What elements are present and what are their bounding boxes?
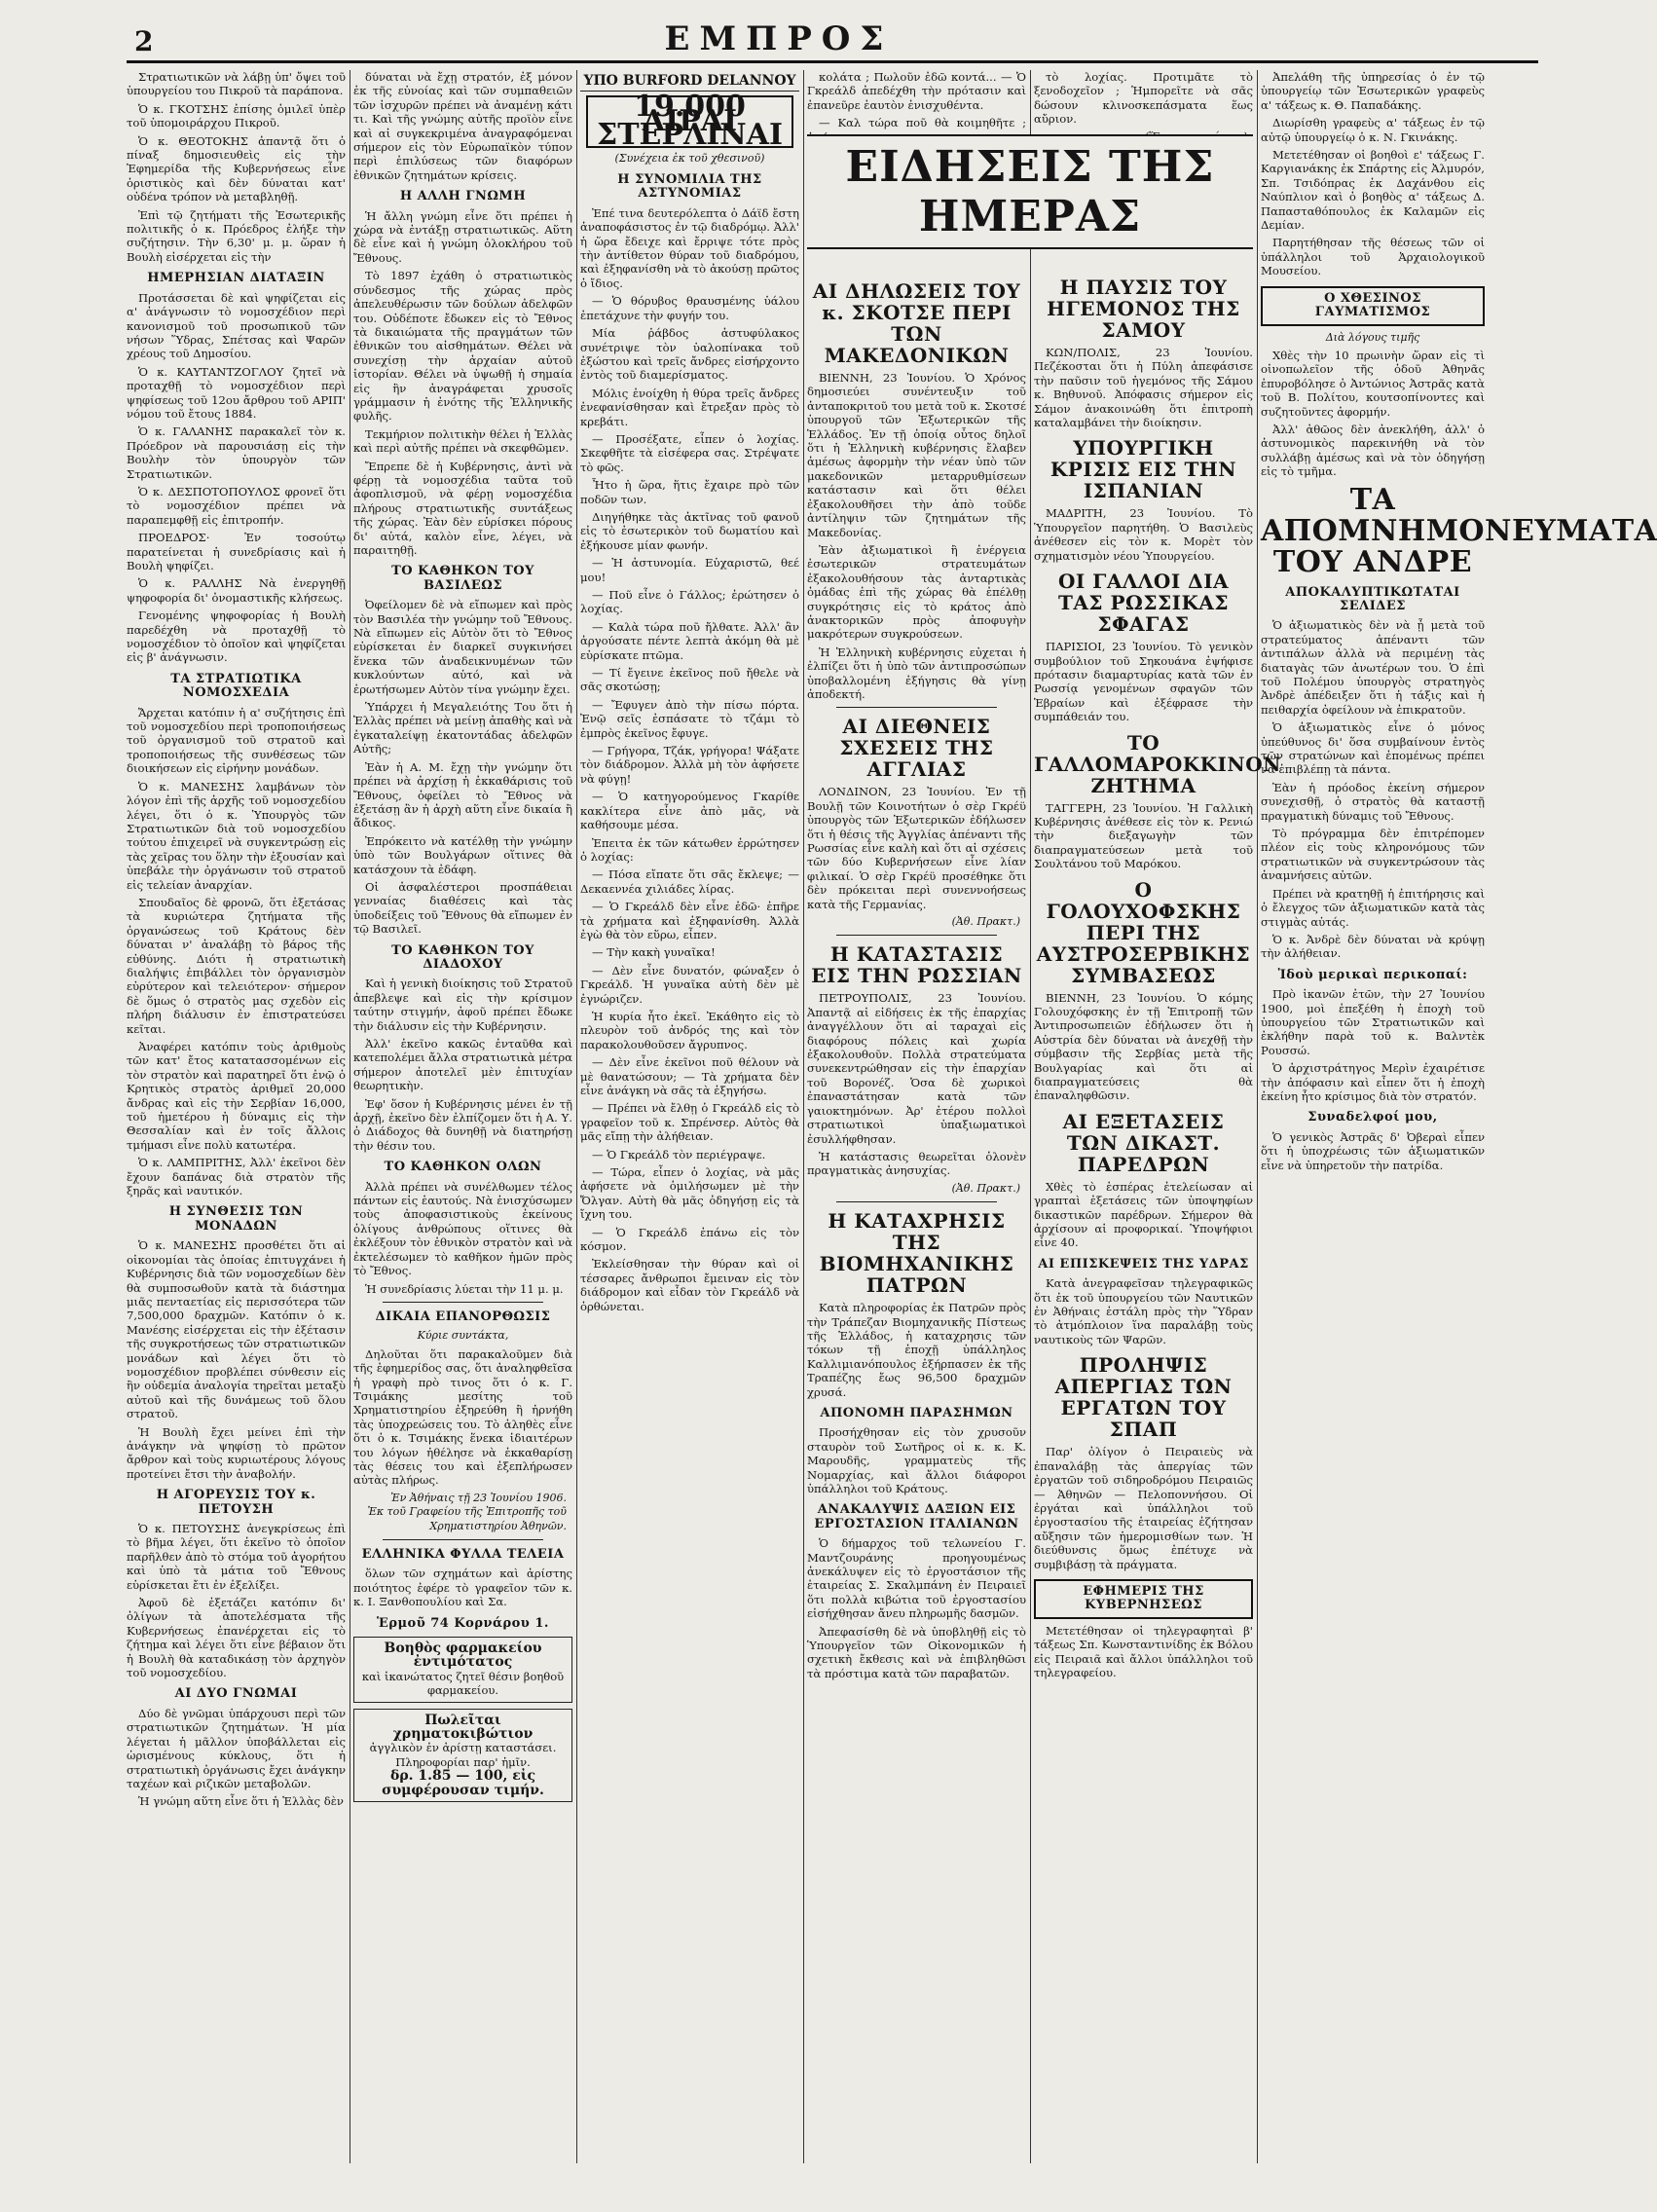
section-heading: ΤΟ ΚΑΘΗΚΟΝ ΤΟΥ ΒΑΣΙΛΕΩΣ <box>391 564 534 593</box>
paragraph: ΠΑΡΙΣΙΟΙ, 23 Ἰουνίου. Τὸ γενικὸν συμβούλιον τοῦ Σηκουάνα ἐψήφισε πρότασιν διαμαρτυρίας κατὰ τῶν ἐν Ρωσσίᾳ γενομένων σφαγῶν τῶν Ἑβραίων καὶ ἐξέφρασε τὴν συμπάθειάν του. <box>1034 640 1253 724</box>
column-5 <box>1034 70 1281 2163</box>
paragraph: Καὶ ἡ γενικὴ διοίκησις τοῦ Στρατοῦ ἀπεβλεψε καὶ εἰς τὴν κρίσιμον ταύτην στιγμήν, ἀφοῦ πρέπει ἔδωκε τὴν διάλυσιν εἰς τὴν Κυβέρνησιν. <box>353 977 572 1033</box>
source-credit: (Ἀθ. Πρακτ.) <box>951 1181 1020 1195</box>
section-heading: Η ΚΑΤΑΧΡΗΣΙΣ ΤΗΣ ΒΙΟΜΗΧΑΝΙΚΗΣ ΠΑΤΡΩΝ <box>819 1209 1014 1298</box>
paragraph: — Ὁ Γκρεάλδ δὲν εἶνε ἐδῶ· ἐπῆρε τὰ χρήματα καὶ ἐξηφανίσθη. Ἀλλὰ ἐγὼ θὰ τὸν εὕρω, εἶπεν. <box>580 900 799 941</box>
section-heading: ΠΡΟΛΗΨΙΣ ΑΠΕΡΓΙΑΣ ΤΩΝ ΕΡΓΑΤΩΝ ΤΟΥ ΣΠΑΠ <box>1054 1353 1233 1442</box>
paragraph: Μία ῥάβδος ἀστυφύλακος συνέτριψε τὸν ὑαλοπίνακα τοῦ ἐξώστου καὶ τρεῖς ἄνδρες εἰσήρχοντο ἐντὸς τοῦ διαμερίσματος. <box>580 326 799 383</box>
paragraph: Ὁ κ. ΘΕΟΤΟΚΗΣ ἀπαντᾷ ὅτι ὁ πίναξ δημοσιευθεὶς εἰς τὴν Ἐφημερίδα τῆς Κυβερνήσεως εἶνε ὁριστικὸς καὶ δὲν δύναται κατ' οὐδένα τρόπον νὰ μεταβληθῇ. <box>127 133 346 204</box>
dateline: Ἐν Ἀθήναις τῇ 23 Ἰουνίου 1906. <box>390 1491 567 1504</box>
paragraph: Ἐκλείσθησαν τὴν θύραν καὶ οἱ τέσσαρες ἄνθρωποι ἔμειναν εἰς τὸν διάδρομον καὶ εἶδαν τὸν Γκρεάλδ νὰ ὀρθώνεται. <box>580 1257 799 1313</box>
subheading: Συναδελφοί μου, <box>1307 1110 1438 1125</box>
paragraph: — Ὁ κατηγορούμενος Γκαρίθε κακλίτερα εἶνε ἀπὸ μᾶς, νὰ καθήσουμε μέσα. <box>580 790 799 832</box>
column-separator <box>803 70 804 2163</box>
paragraph: Γενομένης ψηφοφορίας ἡ Βουλὴ παρεδέχθη νὰ προταχθῇ τὸ νομοσχέδιον τὸ ὁποῖον καὶ ψηφίζεται εἰς β' ἀνάγνωσιν. <box>127 608 346 665</box>
paragraph: Πρὸ ἱκανῶν ἐτῶν, τὴν 27 Ἰουνίου 1900, μοὶ ἐπεξέθη ἡ ἐποχὴ τοῦ ὑπουργείου τῶν Στρατιωτικῶν καὶ ἐκλήθην παρὰ τοῦ κ. Βαλντὲκ Ρουσσώ. <box>1261 987 1485 1057</box>
ad-title: Βοηθὸς φαρμακείου ἐντιμότατος <box>384 1641 542 1671</box>
section-heading: ΤΑ ΑΠΟΜΝΗΜΟΝΕΥΜΑΤΑ ΤΟΥ ΑΝΔΡΕ <box>1261 482 1657 579</box>
paragraph: — Πόσα εἴπατε ὅτι σᾶς ἔκλεψε; — Δεκαεννέα χιλιάδες λίρας. <box>580 867 799 896</box>
paragraph: Πρέπει νὰ κρατηθῇ ἡ ἐπιτήρησις καὶ ὁ ἔλεγχος τῶν ἀξιωματικῶν κατὰ τὰς στιγμὰς αὐτάς. <box>1261 886 1485 929</box>
paragraph: — Ποῦ εἶνε ὁ Γάλλος; ἐρώτησεν ὁ λοχίας. <box>580 588 799 616</box>
paragraph: Τὸ 1897 ἐχάθη ὁ στρατιωτικὸς σύνδεσμος τῆς χώρας πρὸς ἀπελευθέρωσιν τῶν δούλων ἀδελφῶν του. Οὐδέποτε ἔδωκεν εἰς τὸ Ἔθνος τὰ δικαιώματα τῆς πραγμάτων τῶν ἐθνικῶν του αἰσθημάτων. Θέλει νὰ συνεχίσῃ τὴν ἀρχαίαν αὐτοῦ ἱστορίαν. Θέλει νὰ ὑψωθῇ ἡ σημαία εἰς ἣν ἀναγράφεται χρυσοῖς γράμμασιν ἡ ἐνότης τῆς Ἑλληνικῆς φυλῆς. <box>353 269 572 424</box>
section-heading: ΑΠΟΝΟΜΗ ΠΑΡΑΣΗΜΩΝ <box>820 1405 1013 1420</box>
column-1 <box>127 70 346 2163</box>
paragraph: Τὸ πρόγραμμα δὲν ἐπιτρέπομεν πλέον εἰς τοὺς κληρονόμους τῶν στρατιωτικῶν νὰ συγκεντρώσουν τὰς ἀναμνήσεις αὐτῶν. <box>1261 827 1485 883</box>
section-heading: ΑΙ ΔΗΛΩΣΕΙΣ ΤΟΥ κ. ΣΚΟΤΣΕ ΠΕΡΙ ΤΩΝ ΜΑΚΕΔΟΝΙΚΩΝ <box>812 279 1021 368</box>
paragraph: Ἄρχεται κατόπιν ἡ α' συζήτησις ἐπὶ τοῦ νομοσχεδίου περὶ τροποποιήσεως τοῦ ὀργανισμοῦ τοῦ στρατοῦ καὶ τροποποιήσεως τῆς συνθέσεως τῶν διοικήσεων εἰς εἰρήνην μονάδων. <box>127 705 346 776</box>
paragraph: ΠΕΤΡΟΥΠΟΛΙΣ, 23 Ἰουνίου. Ἀπαντᾷ αἱ εἰδήσεις ἐκ τῆς ἐπαρχίας ἀναγγέλλουν ὅτι αἱ ταραχαὶ εἰς διαφόρους πόλεις καὶ χωρία ἐξακολουθοῦν. Πολλὰ στρατεύματα συνεκεντρώθησαν εἰς τὴν ἐπαρχίαν τοῦ Βορονέζ. Ὁσα δὲ χωρικοὶ ἐπαναστάτησαν κατὰ τῶν γαιοκτημόνων. Ἀρ' ἐτέρου πολλοὶ στρατιωτικοὶ ὑπαξιωματικοὶ ἐσυλλήφθησαν. <box>807 991 1026 1146</box>
paragraph: κολάτα ; Πωλοῦν ἐδῶ κοντά... — Ὁ Γκρεάλδ ἀπεδέχθη τὴν πρότασιν καὶ ἐπανεῦρε ἑαυτὸν ἐνισχυθέντα. <box>807 70 1026 112</box>
paragraph: Ἐπειτα ἐκ τῶν κάτωθεν ἐρρώτησεν ὁ λοχίας: <box>580 835 799 864</box>
section-heading: Η ΑΓΟΡΕΥΣΙΣ ΤΟΥ κ. ΠΕΤΟΥΣΗ <box>156 1488 316 1517</box>
column-separator <box>576 70 577 2163</box>
paragraph: Ὁ κ. ΡΑΛΛΗΣ Νὰ ἐνεργηθῇ ψηφοφορία δι' ὀνομαστικῆς κλήσεως. <box>127 576 346 605</box>
section-heading: Ο ΧΘΕΣΙΝΟΣ ΓΑΥΜΑΤΙΣΜΟΣ <box>1261 286 1485 326</box>
paragraph: ΠΡΟΕΔΡΟΣ· Ἐν τοσούτῳ παρατείνεται ἡ συνεδρίασις καὶ ἡ Βουλὴ ψηφίζει. <box>127 531 346 572</box>
section-heading: ΑΙ ΕΠΙΣΚΕΨΕΙΣ ΤΗΣ ΥΔΡΑΣ <box>1038 1256 1249 1272</box>
serial-continuation: (Συνέχεια ἐκ τοῦ χθεσινοῦ) <box>614 151 765 165</box>
subheading: Ἰδοὺ μερικαὶ περικοπαί: <box>1277 967 1468 982</box>
paragraph: Δύο δὲ γνῶμαι ὑπάρχουσι περὶ τῶν στρατιωτικῶν ζητημάτων. Ἡ μία λέγεται ἡ μᾶλλον ὑποβάλλεται εἰς ὡρισμένους κύκλους, ὅτι ἡ στρατιωτικὴ ὀργάνωσις ἔχει ἀνάγκην ταχέων καὶ ριζικῶν μεταβολῶν. <box>127 1706 346 1790</box>
paragraph: — Γρήγορα, Τζάκ, γρήγορα! Ψάξατε τὸν διάδρομον. Ἀλλὰ μὴ τὸν ἀφήσετε νὰ φύγῃ! <box>580 744 799 786</box>
column-6 <box>1261 70 1657 2163</box>
paragraph: Ὁ κ. ΚΑΥΤΑΝΤΖΟΓΛΟΥ ζητεῖ νὰ προταχθῇ τὸ νομοσχέδιον περὶ ψηφίσεως τοῦ 12ου ἄρθρου τοῦ ΑΡΙΠ' νόμου τοῦ ἔτους 1884. <box>127 364 346 421</box>
chapter-heading: Η ΣΥΝΟΜΙΛΙΑ ΤΗΣ ΑΣΤΥΝΟΜΙΑΣ <box>617 172 762 202</box>
paragraph: — Τί ἔγεινε ἐκεῖνος ποῦ ἤθελε νὰ σᾶς σκοτώσῃ; <box>580 666 799 694</box>
section-heading: ΤΟ ΚΑΘΗΚΟΝ ΤΟΥ ΔΙΑΔΟΧΟΥ <box>391 942 534 972</box>
paragraph: Ὁ κ. ΓΑΛΑΝΗΣ παρακαλεῖ τὸν κ. Πρόεδρον νὰ παρουσιάσῃ εἰς τὴν Βουλὴν τὸν ὑπουργὸν τῶν Στρατιωτικῶν. <box>127 424 346 481</box>
paragraph: Ἡ κατάστασις θεωρεῖται ὁλονὲν πραγματικὰς ἀνησυχίας. <box>807 1149 1026 1178</box>
column-separator <box>1030 70 1031 2163</box>
paragraph: — Ὁ Γκρεάλδ τὸν περιέγραψε. <box>592 1147 766 1161</box>
paragraph: Διωρίσθη γραφεὺς α' τάξεως ἐν τῷ αὐτῷ ὑπουργείῳ ὁ κ. Ν. Γκινάκης. <box>1261 116 1485 144</box>
paragraph: — Προσέξατε, εἶπεν ὁ λοχίας. Σκεφθῆτε τὰ εἰσέφερα σας. Στρέψατε τὸ φῶς. <box>580 431 799 474</box>
paragraph: Ἡ κυρία ἦτο ἐκεῖ. Ἐκάθητο εἰς τὸ πλευρὸν τοῦ ἀνδρός της καὶ τὸν παρακολουθοῦσεν ἄγρυπνος. <box>580 1009 799 1051</box>
section-heading: ΟΙ ΓΑΛΛΟΙ ΔΙΑ ΤΑΣ ΡΩΣΣΙΚΑΣ ΣΦΑΓΑΣ <box>1057 570 1230 637</box>
divider <box>383 1302 543 1303</box>
paragraph: — Δὲν εἶνε ἐκεῖνοι ποῦ θέλουν νὰ μὲ θανατώσουν; — Τὰ χρήματα δὲν εἶνε ἀνάγκη νὰ σᾶς τὰ ἐξηγήσω. <box>580 1055 799 1097</box>
paragraph: Ἀλλὰ πρέπει νὰ συνέλθωμεν τέλος πάντων εἰς ἑαυτούς. Νὰ ἐνισχύσωμεν τοὺς ἀποφασιστικοὺς ἐκείνους ὀλίγους ἀνθρώπους οἵτινες θὰ ἐκλέξουν τὸν ἐθνικὸν στρατὸν καὶ νὰ ἐκτελέσωμεν τὸ καθῆκον ἡμῶν πρὸς τὸ Ἔθνος. <box>353 1179 572 1278</box>
subheading: Διὰ λόγους τιμῆς <box>1325 330 1420 344</box>
serial-title: 19.000 ΛΙΡΑΙ ΣΤΕΡΛΙΝΑΙ <box>586 95 793 147</box>
section-heading: Η ΠΑΥΣΙΣ ΤΟΥ ΗΓΕΜΟΝΟΣ ΤΗΣ ΣΑΜΟΥ <box>1047 276 1240 343</box>
ad-price: δρ. 1.85 — 100, εἰς συμφέρουσαν τιμήν. <box>382 1768 544 1798</box>
paragraph: Κατὰ ἀνεγραφεῖσαν τηλεγραφικῶς ὅτι ἐκ τοῦ ὑπουργείου τῶν Ναυτικῶν ἐν Ἀθήναις ἐστάλη πρὸς τὴν Ὕδραν τὸ ἀτμόπλοιον ἵνα παραλάβῃ τοὺς ναυτικοὺς τῶν Ψαρῶν. <box>1034 1276 1253 1346</box>
paragraph: Ἀπελάθη τῆς ὑπηρεσίας ὁ ἐν τῷ ὑπουργείῳ τῶν Ἐσωτερικῶν γραφεὺς α' τάξεως κ. Θ. Παπαδάκης. <box>1261 70 1485 112</box>
ad-text: καὶ ἱκανώτατος ζητεῖ θέσιν βοηθοῦ φαρμακείου. <box>361 1669 565 1698</box>
section-heading: ΑΙ ΔΥΟ ΓΝΩΜΑΙ <box>174 1686 298 1702</box>
section-heading: ΗΜΕΡΗΣΙΑΝ ΔΙΑΤΑΞΙΝ <box>147 271 325 286</box>
paragraph: Προσήχθησαν εἰς τὸν χρυσοῦν σταυρὸν τοῦ Σωτῆρος οἱ κ. κ. Κ. Μαρουδῆς, γραμματεὺς τῆς Νομαρχίας, καὶ ἄλλοι διάφοροι ὑπάλληλοι τοῦ Κράτους. <box>807 1425 1026 1495</box>
paragraph: Ἀλλ' ἀθῶος δὲν ἀνεκλήθη, ἀλλ' ὁ ἀστυνομικὸς παρεκινήθη νὰ τὸν συλλάβῃ ἀμέσως καὶ νὰ τὸν ὁδηγήσῃ εἰς τὸ τμῆμα. <box>1261 422 1485 479</box>
paragraph: — Ὁ Γκρεάλδ ἐπάνω εἰς τὸν κόσμον. <box>580 1225 799 1254</box>
paragraph: Προτάσσεται δὲ καὶ ψηφίζεται εἰς α' ἀνάγνωσιν τὸ νομοσχέδιον περὶ κανονισμοῦ τοῦ προσωπικοῦ τῶν νήσων Ὕδρας, Σπέτσας καὶ Ψαρῶν χρέους τοῦ Δημοσίου. <box>127 290 346 361</box>
paragraph: Ὁ κ. ΓΚΟΤΣΗΣ ἐπίσης ὁμιλεῖ ὑπὲρ τοῦ ὑπομοιράρχου Πικροῦ. <box>127 101 346 130</box>
paragraph: Κατὰ πληροφορίας ἐκ Πατρῶν πρὸς τὴν Τράπεζαν Βιομηχανικῆς Πίστεως τῆς Ἑλλάδος, ἡ καταχρησις τῶν τόκων τῇ ἐποχῇ ὑπάλληλος Καλλιμιανόπουλος ἐξήρπασεν ἐκ τῆς Τραπέζης ἔως 96,500 δραχμῶν χρυσά. <box>807 1301 1026 1399</box>
paragraph: Οἱ ἀσφαλέστεροι προσπάθειαι γενναίας διαθέσεις καὶ τὰς ὑποδείξεις τοῦ Ἔθνους θὰ εἴπωμεν ἐν τῷ Βασιλεῖ. <box>353 879 572 937</box>
page-number: 2 <box>134 25 154 57</box>
ad-title: Πωλεῖται χρηματοκιβώτιον <box>392 1712 534 1743</box>
section-heading: ΑΝΑΚΑΛΥΨΙΣ ΔΑΞΙΩΝ ΕΙΣ ΕΡΓΟΣΤΑΣΙΟΝ ΙΤΑΛΙΑΝΩΝ <box>814 1502 1019 1531</box>
paragraph: Ὁ ἀξιωματικὸς εἶνε ὁ μόνος ὑπεύθυνος δι' ὅσα συμβαίνουν ἐντὸς τῶν στρατώνων καὶ ἐπομένως πρέπει νὰ ἐπιβλέπῃ τὰ πάντα. <box>1261 720 1485 777</box>
paragraph: Ἐφ' ὅσον ἡ Κυβέρνησις μένει ἐν τῇ ἀρχῇ, ἐκεῖνο δὲν ἐλπίζομεν ὅτι ἡ Α. Υ. ὁ Διάδοχος θὰ δυνηθῇ νὰ διατηρήσῃ τὴν θέσιν του. <box>353 1096 572 1153</box>
classified-ad <box>353 1637 572 1703</box>
classified-ad <box>353 1709 572 1802</box>
paragraph: Ὁ κ. ΛΑΜΠΡΙΤΗΣ, Ἀλλ' ἐκεῖνοι δὲν ἔχουν δαπάνας διὰ στρατὸν τῆς ξηρᾶς καὶ ναυτικόν. <box>127 1156 346 1198</box>
paragraph: Ἡ Βουλὴ ἔχει μείνει ἑπὶ τὴν ἀνάγκην νὰ ψηφίσῃ τὸ πρῶτον ἄρθρον καὶ τοὺς κυριωτέρους λόγους προτείνει ἔτσι τὴν ἀναβολήν. <box>127 1424 346 1481</box>
paragraph: Ἔπρεπε δὲ ἡ Κυβέρνησις, ἀντὶ νὰ φέρῃ τὰ νομοσχέδια ταῦτα τοῦ ἀφοπλισμοῦ, νὰ φέρῃ νομοσχέδια πλήρους στρατιωτικῆς συντάξεως τῆς χώρας. Ἐὰν δὲν εὑρίσκει πόρους δι' αὐτά, καλὸν εἶνε, λέγει, νὰ παραιτηθῇ. <box>353 459 572 557</box>
column-4 <box>807 70 1026 2163</box>
paragraph: Ὁ ἀξιωματικὸς δὲν νὰ ᾖ μετὰ τοῦ στρατεύματος ἀπέναντι τῶν ἀντιπάλων ἀλλὰ νὰ περιμένῃ τὰς διαταγὰς τῶν ἀνωτέρων του. Ὁ ἐπὶ τοῦ Πολέμου ὑπουργὸς στρατηγὸς Ἀνδρὲ ἀπέδειξεν ὅτι ἡ τάξις καὶ ἡ πειθαρχία ὀφείλουν νὰ ἐπικρατοῦν. <box>1261 618 1485 717</box>
section-heading: ΤΑ ΣΤΡΑΤΙΩΤΙΚΑ ΝΟΜΟΣΧΕΔΙΑ <box>170 671 302 701</box>
paragraph: — Τὴν κακὴ γυναῖκα! <box>592 945 716 960</box>
paragraph: Ἀφοῦ δὲ ἐξετάζει κατόπιν δι' ὀλίγων τὰ ἀποτελέσματα τῆς Κυβερνήσεως ἐπανέρχεται εἰς τὸ ζήτημα καὶ λέγει ὅτι εἶνε βέβαιον ὅτι ἡ Βουλὴ θὰ καταδικάσῃ τὸν ἀρχηγὸν τοῦ νομοσχεδίου. <box>127 1596 346 1680</box>
paragraph: — Ἔφυγεν ἀπὸ τὴν πίσω πόρτα. Ἐνῷ σεῖς ἐσπάσατε τὸ τζάμι τὸ ἐμπρὸς ἐκεῖνος ἔφυγε. <box>580 697 799 740</box>
paragraph: Δηλοῦται ὅτι παρακαλοῦμεν διὰ τῆς ἐφημερίδος σας, ὅτι ἀναληφθεῖσα ἡ γραφὴ πρὸ τινος ὅτι ὁ κ. Γ. Τσιμάκης μεσίτης τοῦ Χρηματιστηρίου ἐξηρεύθη ἢ ἠρνήθη τὰς ὑποχρεώσεις του. Τὸ ἀληθὲς εἶνε ὅτι ὁ κ. Τσιμάκης ἕνεκα ἰδιαιτέρων του λόγων ἠθέλησε νὰ ἐκκαθαρίσῃ τὰς θέσεις του καὶ ἐξεπλήρωσεν αὐτὰς πλήρως. <box>353 1346 572 1488</box>
section-heading: ΑΙ ΔΙΕΘΝΕΙΣ ΣΧΕΣΕΙΣ ΤΗΣ ΑΓΓΛΙΑΣ <box>839 715 994 782</box>
paragraph: ὅλων τῶν σχημάτων καὶ ἀρίστης ποιότητος ἐφέρε τὸ γραφεῖον τῶν κ. κ. Ι. Ξανθοπουλίου καὶ Σα. <box>353 1567 572 1609</box>
section-heading: ΤΟ ΚΑΘΗΚΟΝ ΟΛΩΝ <box>384 1160 542 1175</box>
paragraph: Ἀπεφασίσθη δὲ νὰ ὑποβληθῇ εἰς τὸ Ὑπουργεῖον τῶν Οἰκονομικῶν ἡ σχετικὴ ἔκθεσις καὶ νὰ ἐπιβληθῶσι τὰ πρόστιμα κατὰ τῶν παραβατῶν. <box>807 1624 1026 1680</box>
paragraph: Ἀναφέρει κατόπιν τοὺς ἀριθμοὺς τῶν κατ' ἔτος κατατασσομένων εἰς τὸν στρατὸν καὶ παρατηρεῖ ὅτι ἐνῷ ὁ Κρητικὸς στρατὸς ἀριθμεῖ 20,000 ἄνδρας καὶ εἰς τὴν Σερβίαν 16,000, τοῦ ἡμετέρου ἡ δύναμις εἰς τὴν Θεσσαλίαν καὶ ἐν τοῖς ἄλλοις τμήμασι εἶνε πολὺ κατωτέρα. <box>127 1040 346 1152</box>
ad-text: ἀγγλικὸν ἐν ἀρίστῃ καταστάσει. Πληροφορίαι παρ' ἡμῖν. <box>369 1741 557 1769</box>
column-separator <box>1257 70 1258 2163</box>
section-heading: ΥΠΟΥΡΓΙΚΗ ΚΡΙΣΙΣ ΕΙΣ ΤΗΝ ΙΣΠΑΝΙΑΝ <box>1049 436 1237 503</box>
paragraph: Μετετέθησαν οἱ τηλεγραφηταὶ β' τάξεως Σπ. Κωνσταντινίδης ἐκ Βόλου εἰς Πειραιᾶ καὶ ἄλλοι ὑπάλληλοι τοῦ τηλεγραφείου. <box>1034 1623 1253 1679</box>
section-heading: Ο ΓΟΛΟΥΧΟΦΣΚΗΣ ΠΕΡΙ ΤΗΣ ΑΥΣΤΡΟΣΕΡΒΙΚΗΣ ΣΥΜΒΑΣΕΩΣ <box>1036 877 1251 987</box>
paragraph: ΛΟΝΔΙΝΟΝ, 23 Ἰουνίου. Ἐν τῇ Βουλῇ τῶν Κοινοτήτων ὁ σὲρ Γκρέϋ ὑπουργὸς τῶν Ἐξωτερικῶν ἐδήλωσεν ὅτι ἡ θέσις τῆς Ἀγγλίας ἀπέναντι τῆς Ρωσσίας εἶνε καλὴ καὶ ὅτι αἱ σχέσεις τῶν δύο Κυβερνήσεων εἶνε λίαν φιλικαί. Ὁ σὲρ Γκρέϋ προσέθηκε ὅτι δὲν πρόκειται περὶ συνεννοήσεως κατὰ τῆς Γερμανίας. <box>807 785 1026 911</box>
paragraph: — Ἡ ἀστυνομία. Εὐχαριστῶ, θεέ μου! <box>580 556 799 584</box>
paragraph: Μόλις ἐνοίχθη ἡ θύρα τρεῖς ἄνδρες ἐνεφανίσθησαν καὶ ἔτρεξαν πρὸς τὸ κρεβάτι. <box>580 386 799 428</box>
subheading: ΑΠΟΚΑΛΥΠΤΙΚΩΤΑΤΑΙ ΣΕΛΙΔΕΣ <box>1285 584 1460 613</box>
paragraph: Ἀλλ' ἐκεῖνο κακῶς ἐνταῦθα καὶ κατεπολέμει ἄλλα στρατιωτικὰ μέτρα σήμερον ἀποτελεῖ μὲν ἐπιτυχίαν θεωρητικὴν. <box>353 1037 572 1093</box>
paragraph: Ὁ ἀρχιστράτηγος Μερὶν ἐχαιρέτισε τὴν ἀπόφασιν καὶ εἶπεν ὅτι ἡ ἐποχὴ ἐκείνη ἦτο κρίσιμος διὰ τὸν στρατόν. <box>1261 1061 1485 1103</box>
paragraph: ΤΑΓΓΕΡΗ, 23 Ἰουνίου. Ἡ Γαλλικὴ Κυβέρνησις ἀνέθεσε εἰς τὸν κ. Ρενιώ τὴν διεξαγωγὴν τῶν διαπραγματεύσεων μετὰ τοῦ Σουλτάνου τοῦ Μαρόκου. <box>1034 800 1253 871</box>
section-heading: ΑΙ ΕΞΕΤΑΣΕΙΣ ΤΩΝ ΔΙΚΑΣΤ. ΠΑΡΕΔΡΩΝ <box>1062 1109 1225 1176</box>
newspaper-title: ΕΜΠΡΟΣ <box>664 19 894 58</box>
paragraph: Ἐπὶ τῷ ζητήματι τῆς Ἐσωτερικῆς πολιτικῆς ὁ κ. Πρόεδρος ἐλήξε τὴν συζήτησιν. Τὴν 6,30' μ. μ. ὥραν ἡ Βουλὴ εἰσέρχεται εἰς τὴν <box>127 207 346 264</box>
section-heading: ΕΦΗΜΕΡΙΣ ΤΗΣ ΚΥΒΕΡΝΗΣΕΩΣ <box>1034 1579 1253 1619</box>
paragraph: ΜΑΔΡΙΤΗ, 23 Ἰουνίου. Τὸ Ὑπουργεῖον παρητήθη. Ὁ Βασιλεὺς ἀνέθεσεν εἰς τὸν κ. Μορὲτ τὸν σχηματισμὸν νέου Ὑπουργείου. <box>1034 506 1253 563</box>
paragraph: — Καλ τώρα ποῦ θὰ κοιμηθῆτε ; <box>819 116 1026 130</box>
paragraph: — Δὲν εἶνε δυνατόν, φώναξεν ὁ Γκρεάλδ. Ἡ γυναῖκα αὐτὴ δὲν μὲ ἐγνώριζεν. <box>580 963 799 1006</box>
paragraph: — Ὁ θόρυβος θραυσμένης ὑάλου ἐπετάχυνε τὴν φυγήν του. <box>580 294 799 322</box>
paragraph: Ἡ ἄλλη γνώμη εἶνε ὅτι πρέπει ἡ χώρα νὰ ἐντάξῃ στρατιωτικῶς. Αὕτη δὲ εἶνε καὶ ἡ γνώμη ὁλοκλήρου τοῦ Ἔθνους. <box>353 208 572 265</box>
column-2 <box>353 70 572 2163</box>
paragraph: Ὁ γενικὸς Ἀστρᾶς δ' Ὀβεραὶ εἶπεν ὅτι ἡ ὑποχρέωσις τῶν ἀξιωματικῶν εἶνε νὰ ὑπηρετοῦν τὴν πατρίδα. <box>1261 1129 1485 1172</box>
source-credit: (Ἀθ. Πρακτ.) <box>951 915 1020 929</box>
paragraph: Ἐπρόκειτο νὰ κατέλθῃ τὴν γνώμην ὑπὸ τῶν Βουλγάρων οἵτινες θὰ κατάσχουν τὰ ἐδάφη. <box>353 833 572 876</box>
paragraph: Ὑπάρχει ἡ Μεγαλειότης Του ὅτι ἡ Ἑλλὰς πρέπει νὰ μείνῃ ἀπαθὴς καὶ νὰ ἐγκαταλείψῃ ἑκατοντάδας ἀδελφῶν Αὐτῆς; <box>353 700 572 756</box>
paragraph: Διηγήθηκε τὰς ἀκτῖνας τοῦ φανοῦ εἰς τὸ ἐσωτερικὸν τοῦ δωματίου καὶ ἐξήκουσε μίαν φωνήν. <box>580 509 799 552</box>
paragraph: Ἐπέ τινα δευτερόλεπτα ὁ Δάϊδ ἔστη ἀναποφάσιστος ἐν τῷ διαδρόμῳ. Ἀλλ' ἡ ὥρα ἔδειχε καὶ ἔρριψε τότε πρὸς τὴν ἀντίθετον θύραν τοῦ διαδρόμου, καὶ ἐξηφανίσθη νὰ τὸ ἀκούσῃ πρῶτος ὁ ἴδιος. <box>580 205 799 290</box>
paragraph: Ἐὰν ἡ Α. Μ. ἔχῃ τὴν γνώμην ὅτι πρέπει νὰ ἀρχίσῃ ἡ ἐκκαθάρισις τοῦ Ἔθνους, ὀφείλει τὸ Ἔθνος νὰ ἐξετάσῃ ἂν ἡ ἀρχὴ αὕτη εἶνε δικαία ἢ ἄδικος. <box>353 759 572 830</box>
section-heading: Η ΣΥΝΘΕΣΙΣ ΤΩΝ ΜΟΝΑΔΩΝ <box>168 1204 304 1234</box>
column-3 <box>580 70 799 2163</box>
paragraph: Ὁ κ. ΔΕΣΠΟΤΟΠΟΥΛΟΣ φρονεῖ ὅτι τὸ νομοσχέδιον πρέπει νὰ παραπεμφθῇ εἰς ἐπιτροπήν. <box>127 484 346 527</box>
paragraph: Χθὲς τὴν 10 πρωινὴν ὥραν εἰς τὶ οἰνοπωλεῖον τῆς ὁδοῦ Ἀθηνᾶς ἐπυροβόλησε ὁ Ἀντώνιος Ἀστρᾶς κατὰ τοῦ Β. Πολίτου, κουτσοπίνοντες καὶ συζητοῦντες ἀφορμήν. <box>1261 348 1485 419</box>
paragraph: Χθὲς τὸ ἑσπέρας ἐτελείωσαν αἱ γραπταὶ ἐξετάσεις τῶν ὑποψηφίων δικαστικῶν παρέδρων. Σήμερον θὰ ἀρχίσουν αἱ προφορικαί. Ὑποψήφιοι εἶνε 40. <box>1034 1179 1253 1250</box>
paragraph: Παρ' ὀλίγον ὁ Πειραιεὺς νὰ ἐπαναλάβῃ τὰς ἀπεργίας τῶν ἐργατῶν τοῦ σιδηροδρόμου Πειραιῶς — Ἀθηνῶν — Πελοποννήσου. Οἱ ἐργάται καὶ ὑπάλληλοι τοῦ ἐργοστασίου τῆς ἑταιρείας ἐζήτησαν αὔξησιν τῶν ἡμερομισθίων των. Ἡ διεύθυνσις ὅμως ἐπέτυχε νὰ συμβιβάσῃ τὰ πράγματα. <box>1034 1445 1253 1571</box>
divider <box>836 935 997 936</box>
serial-author: ΥΠΟ BURFORD DELANNOY <box>580 74 799 92</box>
section-heading: ΤΟ ΓΑΛΛΟΜΑΡΟΚΚΙΝΟΝ ΖΗΤΗΜΑ <box>1034 730 1281 797</box>
paragraph: Ὁ δήμαρχος τοῦ τελωνείου Γ. Μαντζουράνης προηγουμένως ἀνεκάλυψεν εἰς τὸ ἐργοστάσιον τῆς ἑταιρείας Σ. Σκαλμπάνη ἐν Πειραιεῖ ὅτι πολλὰ κιβώτια τοῦ ἐργοστασίου εἰσήχθησαν ἄνευ πληρωμῆς δασμῶν. <box>807 1536 1026 1621</box>
paragraph: Ὀφείλομεν δὲ νὰ εἴπωμεν καὶ πρὸς τὸν Βασιλέα τὴν γνώμην τοῦ Ἔθνους. Νὰ εἴπωμεν εἰς Αὐτὸν ὅτι τὸ Ἔθνος εὑρίσκεται ἐν διαρκεῖ συγκινήσει ἕνεκα τῶν ἀναδεικνυμένων τῶν κυκλούντων αὐτό, καὶ νὰ ἐρωτήσωμεν Αὐτὸν τίνα γνώμην ἔχει. <box>353 598 572 696</box>
paragraph: ΚΩΝ/ΠΟΛΙΣ, 23 Ἰουνίου. Πεζέκοσται ὅτι ἡ Πύλη ἀπεφάσισε τὴν παῦσιν τοῦ ἡγεμόνος τῆς Σάμου κ. Βηθυνοῦ. Ἀπόφασις σήμερον εἰς Σάμον ἀνακοινώθη ὅτι ἐπιτροπὴ καταλαμβάνει τὴν διοίκησιν. <box>1034 346 1253 430</box>
paragraph: δύναται νὰ ἔχῃ στρατόν, ἐξ μόνον ἐκ τῆς εὐνοίας καὶ τῶν συμπαθειῶν τῶν ἰσχυρῶν πρέπει νὰ ἀναμένῃ κάτι τι. Καὶ τῆς γνώμης αὐτῆς προϊὸν εἶνε καὶ αἱ συγκεκριμένα ἀναγραφόμεναι σήμερον εἰς τὸν Εὐρωπαϊκὸν τύπον περὶ ἐπιλύσεως τῶν διαφόρων ἐθνικῶν ζητημάτων κρίσεις. <box>353 70 572 182</box>
salutation: Κύριε συντάκτα, <box>417 1329 509 1343</box>
lead-banner-heading: ΕΙΔΗΣΕΙΣ ΤΗΣ ΗΜΕΡΑΣ <box>807 134 1253 249</box>
divider <box>383 1539 543 1540</box>
paragraph: Ἡ συνεδρίασις λύεται τὴν 11 μ. μ. <box>365 1281 564 1296</box>
section-heading: Η ΚΑΤΑΣΤΑΣΙΣ ΕΙΣ ΤΗΝ ΡΩΣΣΙΑΝ <box>811 942 1022 988</box>
section-heading: ΔΙΚΑΙΑ ΕΠΑΝΟΡΘΩΣΙΣ <box>375 1309 551 1324</box>
paragraph: τὸ λοχίας. Προτιμᾶτε τὸ ξενοδοχεῖον ; Ἡμπορεῖτε νὰ σᾶς δώσουν κλινοσκεπάσματα ἕως αὔριον. <box>1034 70 1253 127</box>
paragraph: Στρατιωτικῶν νὰ λάβῃ ὑπ' ὄψει τοῦ ὑπουργείου του Πικροῦ τὰ παράπονα. <box>127 70 346 98</box>
divider <box>836 707 997 708</box>
paragraph: Ὁ κ. ΠΕΤΟΥΣΗΣ ἀνεγκρίσεως ἐπὶ τὸ βῆμα λέγει, ὅτι ἐκεῖνο τὸ ὁποῖον παρῆλθεν ἀπὸ τὸ στόμα τοῦ ἀγορήτου καὶ ὑπὸ τὰ μάτια τοῦ Ἔθνους εὑρίσκεται ἔτι ἐν ἐξελίξει. <box>127 1522 346 1592</box>
paragraph: Μετετέθησαν οἱ βοηθοὶ ε' τάξεως Γ. Καργιανάκης ἐκ Σπάρτης εἰς Ἀλμυρόν, Σπ. Τσιδόπρας ἐκ Δαχάνθου εἰς Ναύπλιον καὶ ὁ βοηθὸς α' τάξεως Δ. Παπασταθόπουλος ἐκ Καλαμῶν εἰς Δεμίαν. <box>1261 148 1485 233</box>
signature: Ἐκ τοῦ Γραφείου τῆς Ἐπιτροπῆς τοῦ Χρηματιστηρίου Ἀθηνῶν. <box>367 1505 567 1532</box>
paragraph: — Πρέπει νὰ ἔλθῃ ὁ Γκρεάλδ εἰς τὸ γραφεῖον τοῦ κ. Σπρένσερ. Αὐτὸς θὰ μᾶς εἴπῃ τὴν ἀλήθειαν. <box>580 1101 799 1144</box>
paragraph: Ὁ κ. ΜΑΝΕΣΗΣ προσθέτει ὅτι αἱ οἰκονομίαι τὰς ὁποίας ἐπιτυγχάνει ἡ Κυβέρνησις διὰ τῶν νομοσχεδίων δὲν θὰ συμποσωθοῦν κατὰ τὰ διάστημα μιᾶς πενταετίας εἰς περισσότερα τῶν 7,500,000 δραχμῶν. Κατόπιν ὁ κ. Μανέσης εἰσέρχεται εἰς τὴν ἐξέτασιν τῆς συγκροτήσεως τῶν στρατιωτικῶν μονάδων καὶ λέγει ὅτι τὸ νομοσχέδιον προβλέπει σύνθεσιν εἰς ἣν οὐδεμία ἀναλογία τηρεῖται μεταξὺ αὐτοῦ καὶ τῆς δυνάμεως τοῦ ὅλου στρατοῦ. <box>127 1238 346 1421</box>
paragraph: Τεκμήριον πολιτικὴν θέλει ἡ Ἑλλὰς καὶ περὶ αὐτῆς πρέπει νὰ σκεφθῶμεν. <box>353 426 572 456</box>
paragraph: Ἡ γνώμη αὕτη εἶνε ὅτι ἡ Ἑλλὰς δὲν <box>138 1794 344 1809</box>
paragraph: Ἦτο ἡ ὥρα, ἥτις ἔχαιρε πρὸ τῶν ποδῶν των. <box>580 478 799 506</box>
masthead-rule <box>127 60 1538 63</box>
paragraph: Ἡ Ἑλληνικὴ κυβέρνησις εὐχεται ἡ ἐλπίζει ὅτι ἡ ὑπὸ τῶν ἀντιπροσώπων ὑποβαλλομένη ἐξήγησις θὰ γίνῃ ἀποδεκτή. <box>807 645 1026 701</box>
paragraph: Σπουδαῖος δὲ φρονῶ, ὅτι ἐξετάσας τὰ κυριώτερα ζητήματα τῆς ὀργανώσεως τοῦ Κράτους δὲν δύναται ν' ἀναλάβῃ τὸ βάρος τῆς εὐθύνης. Διότι ἡ στρατιωτικὴ διαλήψις ἐπιβάλλει τὸν ὀργανισμὸν εὐρύτερον καὶ τελειότερον· σήμερον δὲ ὅμως ὁ στρατὸς μας σχεδὸν εἰς πλήρη διάλυσιν ἐν ἐπιστρατεύσει κεῖται. <box>127 895 346 1036</box>
masthead <box>19 18 1538 62</box>
paragraph: — Καλὰ τώρα ποῦ ἤλθατε. Ἀλλ' ἂν ἀργούσατε πέντε λεπτὰ ἀκόμη θὰ μὲ εὑρίσκατε πτῶμα. <box>580 619 799 662</box>
paragraph: ΒΙΕΝΝΗ, 23 Ἰουνίου. Ὁ κόμης Γολουχόφσκης ἐν τῇ Ἐπιτροπῇ τῶν Ἀντιπροσωπειῶν ἐδήλωσεν ὅτι ἡ Αὐστρία δὲν δύναται νὰ ἀνεχθῇ τὴν σύμβασιν τῆς Σερβίας μετὰ τῆς Βουλγαρίας καὶ ὅτι αἱ διαπραγματεύσεις θὰ ἐπαναληφθῶσιν. <box>1034 990 1253 1103</box>
divider <box>836 1201 997 1202</box>
paragraph: Ἐὰν ἡ πρόοδος ἐκείνη σήμερον συνεχισθῇ, ὁ στρατὸς θὰ καταστῇ πραγματικὴ δύναμις τοῦ Ἔθνους. <box>1261 780 1485 823</box>
address: Ἑρμοῦ 74 Κορνάρου 1. <box>377 1615 549 1631</box>
paragraph: Ὁ κ. Ἀνδρὲ δὲν δύναται νὰ κρύψῃ τὴν ἀλήθειαν. <box>1261 932 1485 961</box>
paragraph: ΒΙΕΝΝΗ, 23 Ἰουνίου. Ὁ Χρόνος δημοσιεύει συνέντευξιν τοῦ ἀνταποκριτοῦ του μετὰ τοῦ κ. Σκοτσέ ὑπουργοῦ τῶν Ἐξωτερικῶν τῆς Ἑλλάδος. Ἐν τῇ ὁποίᾳ οὗτος δηλοῖ ὅτι ἡ Ἑλληνικὴ κυβέρνησις ἔλαβεν ἀμέσως ἀφορμὴν τὴν νέαν ὑπὸ τῶν μακεδονικῶν μεταρρυθμίσεων κατάστασιν καὶ ὅτι θέλει ἐξακολουθῆσει τὴν ἀπὸ τοῦδε ἀντίληψιν τῶν ζητημάτων τῆς Μακεδονίας. <box>807 371 1026 539</box>
paragraph: Ἐὰν ἀξιωματικοὶ ἢ ἐνέργεια ἐσωτερικῶν στρατευμάτων ἐξακολουθήσουν τὰς ἀνταρτικὰς ὁμάδας ἐπὶ τῆς χώρας θὰ ἐπέλθῃ συγκρότησις εἰς τὸ κράτος ἀπὸ ἀνακτορικῶν πρὸς ἀποφυγὴν μακρότερων συγκρούσεων. <box>807 542 1026 642</box>
paragraph: Παρητήθησαν τῆς θέσεως τῶν οἱ ὑπάλληλοι τοῦ Ἀρχαιολογικοῦ Μουσείου. <box>1261 236 1485 278</box>
paragraph: Ὁ κ. ΜΑΝΕΣΗΣ λαμβάνων τὸν λόγον ἐπὶ τῆς ἀρχῆς τοῦ νομοσχεδίου λέγει, ὅτι ὁ κ. Ὑπουργὸς τῶν Στρατιωτικῶν διὰ τοῦ νομοσχεδίου τούτου ἐπιχειρεῖ νὰ συγκεντρώσῃ εἰς τὰς χεῖρας του ὅλην τὴν ἐξουσίαν καὶ ὑπεβάλε τὴν ὀργάνωσιν τοῦ στρατοῦ εἰς τελείαν ἀναρχίαν. <box>127 779 346 892</box>
section-heading: ΕΛΛΗΝΙΚΑ ΦΥΛΛΑ ΤΕΛΕΙΑ <box>361 1547 565 1562</box>
newspaper-page <box>19 18 1657 2175</box>
paragraph: — Τώρα, εἶπεν ὁ λοχίας, νὰ μᾶς ἀφήσετε νὰ ὁμιλήσωμεν μὲ τὴν Ὄλγαν. Αὐτὴ θὰ μᾶς ὁδηγήσῃ εἰς τὰ ἴχνη του. <box>580 1165 799 1222</box>
section-heading: Η ΑΛΛΗ ΓΝΩΜΗ <box>399 189 527 204</box>
